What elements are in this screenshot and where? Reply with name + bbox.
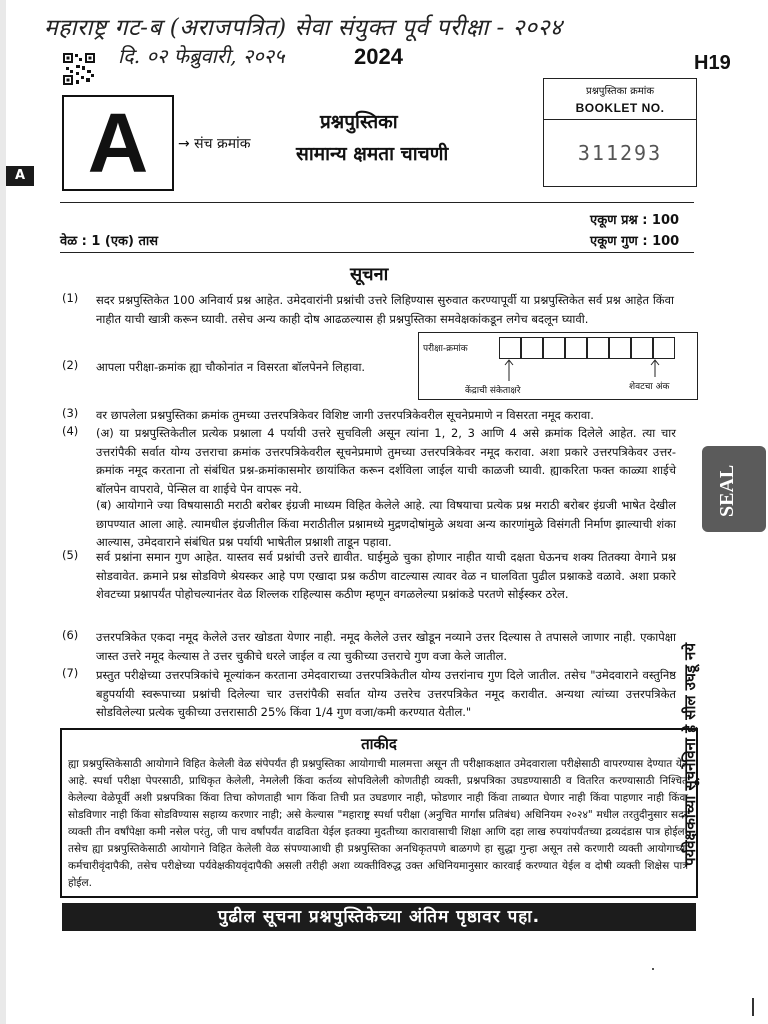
next-instructions-banner: पुढील सूचना प्रश्नपुस्तिकेच्या अंतिम पृष्ठावर पहा.	[62, 903, 696, 931]
seat-number-label: परीक्षा-क्रमांक	[423, 344, 468, 354]
booklet-box-divider	[544, 119, 696, 120]
booklet-subject: सामान्य क्षमता चाचणी	[296, 143, 449, 165]
booklet-number-box	[543, 78, 697, 187]
instruction-text: वर छापलेला प्रश्नपुस्तिका क्रमांक तुमच्या उत्तरपत्रिकेवर विशिष्ट जागी उत्तरपत्रिकेवरील सूचनेप्रमाणे न विसरता नमूद करावा.	[96, 408, 594, 422]
exam-year: 2024	[354, 44, 403, 69]
scan-speck	[652, 968, 654, 970]
instruction-number: (6)	[62, 628, 79, 642]
total-marks: एकूण गुण : 100	[590, 234, 680, 249]
seat-box-caption-last: शेवटचा अंक	[629, 382, 670, 392]
warning-title: ताकीद	[361, 735, 397, 753]
seal-label: SEAL	[716, 464, 738, 518]
handwritten-exam-name: महाराष्ट्र गट-ब (अराजपत्रित) सेवा संयुक्त पूर्व परीक्षा - २०२४	[44, 15, 563, 41]
seat-number-box	[418, 332, 698, 400]
instruction-text: आपला परीक्षा-क्रमांक ह्या चौकोनांत न विसरता बॉलपेनने लिहावा.	[96, 360, 366, 374]
instruction-text: उत्तरपत्रिकेत एकदा नमूद केलेले उत्तर खोडता येणार नाही. नमूद केलेले उत्तर खोडून नव्याने उत्तर दिल्यास ते तपासले जाणार नाही. एकापेक्षा जास्त उत्तरे नमूद केल्यास ते उत्तर चुकीचे धरले जाईल व त्या चुकीच्या उत्तराचे गुण वजा केले जातील.	[96, 630, 676, 663]
instruction-number: (4)	[62, 424, 79, 438]
scan-edge-shadow	[0, 0, 6, 1024]
instruction-number: (2)	[62, 358, 79, 372]
booklet-number-label: BOOKLET NO.	[575, 101, 665, 115]
handwritten-exam-date: दि. ०२ फेब्रुवारी, २०२५	[118, 44, 285, 68]
instruction-text: (ब) आयोगाने ज्या विषयासाठी मराठी बरोबर इंग्रजी माध्यम विहित केलेले आहे. त्या विषयाचा प्रत्येक प्रश्न मराठी बरोबर इंग्रजी भाषेत देखील छापण्यात आला आहे. त्यामधील इंग्रजीतील किंवा मराठीतील प्रश्नामध्ये मुद्रणदोषांमुळे अथवा अन्य कारणांमुळे विसंगती निर्माण झाल्याची शंका आल्यास, उमेदवाराने संबंधित प्रश्न पर्यायी भाषेतील प्रश्नाशी ताडून पहावा.	[96, 498, 676, 549]
warning-box	[60, 728, 698, 898]
set-letter: A	[87, 96, 149, 190]
booklet-number: 311293	[577, 141, 663, 165]
instruction-number: (3)	[62, 406, 79, 420]
side-set-tab: A	[6, 166, 34, 186]
instructions-title: सूचना	[350, 264, 389, 285]
instruction-text: प्रस्तुत परीक्षेच्या उत्तरपत्रिकांचे मूल्यांकन करताना उमेदवाराच्या उत्तरपत्रिकेतील योग्य उत्तरांनाच गुण दिले जातील. तसेच "उमेदवाराने वस्तुनिष्ठ बहुपर्यायी स्वरूपाच्या प्रश्नांची दिलेल्या चार उत्तरांपैकी सर्वात योग्य उत्तरेच उत्तरपत्रिकेत नमूद करावीत. अन्यथा त्यांच्या उत्तरपत्रिकेत सोडविलेल्या प्रत्येक चुकीच्या उत्तरासाठी 25% किंवा 1/4 गुण वजा/कमी करण्यात येतील."	[96, 668, 676, 719]
total-questions: एकूण प्रश्न : 100	[590, 213, 680, 228]
instruction-number: (1)	[62, 291, 79, 305]
set-number-label: → संच क्रमांक	[178, 136, 251, 152]
booklet-number-label-marathi: प्रश्नपुस्तिका क्रमांक	[586, 86, 654, 97]
seal-vertical-notice: पर्यवेक्षकांच्या सूचनेविना हे सील उघडू नये	[681, 642, 699, 866]
warning-text: ह्या प्रश्नपुस्तिकेसाठी आयोगाने विहित केलेली वेळ संपेपर्यंत ही प्रश्नपुस्तिका आयोगाची मालमत्ता असून ती परीक्षाकक्षात उमेदवाराला परीक्षेसाठी वापरण्यास देण्यात येत आहे. स्पर्धा परीक्षा पेपरसाठी, प्राधिकृत केलेली, नेमलेली किंवा कर्तव्य सोपविलेली कोणतीही व्यक्ती, प्रश्नपत्रिका उघडण्यासाठी व वितरित करण्यासाठी निश्चित केलेल्या वेळेपूर्वी अशी प्रश्नपत्रिका किंवा तिचा कोणताही भाग किंवा तिची प्रत उघडणार नाही, फोडणार नाही किंवा ताब्यात घेणार नाही किंवा पाहणार नाही किंवा सोडविणार नाही किंवा सोडविण्यास सहाय्य करणार नाही; असे केल्यास "महाराष्ट्र स्पर्धा परीक्षा (अनुचित मार्गांस प्रतिबंध) अधिनियम २०२४" मधील तरतुदीनुसार सदर व्यक्ती तीन वर्षांपेक्षा कमी नसेल परंतु, जी पाच वर्षांपर्यंत वाढविता येईल इतक्या मुदतीच्या कारावासाची शिक्षा आणि दहा लाख रुपयांपर्यंतच्या द्रव्यदंडास पात्र होईल. तसेच ह्या प्रश्नपुस्तिकेसाठी आयोगाने विहित केलेली वेळ संपण्याआधी ही प्रश्नपुस्तिका अनधिकृतपणे बाळगणे हा सुद्धा गुन्हा असून तसे करणारी व्यक्ती आयोगाच्या कर्मचारीवृंदापैकी, तसेच परीक्षेच्या पर्यवेक्षकीयवृंदापैकी असली तरीही अशा व्यक्तीविरुद्ध उक्त अधिनियमानुसार कारवाई करण्यात येईल व दोषी व्यक्ती शिक्षेस पात्र होईल.	[68, 758, 688, 889]
header-rule-top	[60, 202, 694, 203]
instruction-text: (अ) या प्रश्नपुस्तिकेतील प्रत्येक प्रश्नाला 4 पर्यायी उत्तरे सुचविली असून त्यांना 1, 2, 3 आणि 4 असे क्रमांक दिलेले आहेत. त्या चार उत्तरांपैकी सर्वात योग्य उत्तराचा क्रमांक उत्तरपत्रिकेवरील सूचनेप्रमाणे तुमच्या उत्तरपत्रिकेवर नमूद करावा. अशा प्रकारे उत्तरपत्रिकेवर उत्तर-क्रमांक नमूद करताना तो संबंधित प्रश्न-क्रमांकासमोर छायांकित करून दर्शविला जाईल याची काळजी घ्यावी. ह्याकरिता फक्त काळ्या शाईचे बॉलपेन वापरावे, पेन्सिल वा शाईचे पेन वापरू नये.	[96, 426, 676, 496]
instruction-number: (5)	[62, 548, 79, 562]
seat-box-caption-center: केंद्राची संकेताक्षरे	[465, 386, 521, 396]
header-rule-bottom	[60, 252, 694, 253]
paper-code: H19	[694, 52, 731, 74]
booklet-title: प्रश्नपुस्तिका	[320, 111, 398, 133]
scan-edge-mark	[752, 998, 754, 1016]
instruction-number: (7)	[62, 666, 79, 680]
set-letter-box	[62, 95, 174, 191]
exam-duration: वेळ : 1 (एक) तास	[60, 234, 159, 249]
instruction-text: सर्व प्रश्नांना समान गुण आहेत. यास्तव सर्व प्रश्नांची उत्तरे द्यावीत. घाईमुळे चुका होणार नाहीत याची दक्षता घेऊनच शक्य तितक्या वेगाने प्रश्न सोडवावेत. क्रमाने प्रश्न सोडविणे श्रेयस्कर आहे पण एखादा प्रश्न कठीण वाटल्यास त्यावर वेळ न घालविता पुढील प्रश्नाकडे वळावे. अशा प्रकारे शेवटच्या प्रश्नापर्यंत पोहोचल्यानंतर वेळ शिल्लक राहिल्यास कठीण म्हणून वगळलेल्या प्रश्नांकडे परतणे सोईस्कर ठरेल.	[96, 550, 676, 601]
instruction-text: सदर प्रश्नपुस्तिकेत 100 अनिवार्य प्रश्न आहेत. उमेदवारांनी प्रश्नांची उत्तरे लिहिण्यास सुरुवात करण्यापूर्वी या प्रश्नपुस्तिकेत सर्व प्रश्न आहेत किंवा नाहीत याची खात्री करून घ्यावी. तसेच अन्य काही दोष आढळल्यास ही प्रश्नपुस्तिका समवेक्षकांकडून लगेच बदलून घ्यावी.	[96, 293, 674, 326]
qr-code-icon	[62, 52, 96, 86]
